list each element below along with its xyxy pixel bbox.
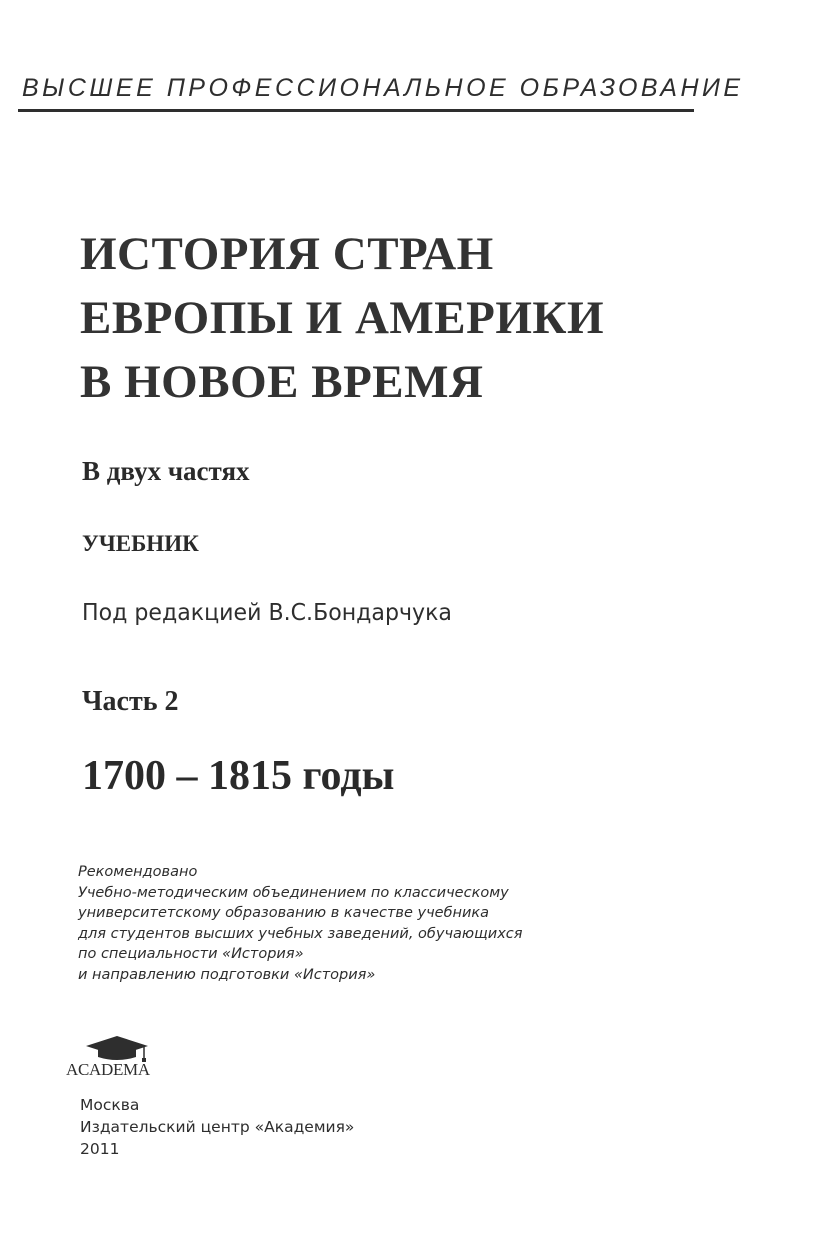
- recommendation-line: университетскому образованию в качестве учебника: [78, 905, 490, 921]
- recommendation-line: для студентов высших учебных заведений, обучающихся: [78, 925, 523, 942]
- title-line-1: ИСТОРИЯ СТРАН: [80, 228, 494, 280]
- recommendation-line: Рекомендовано: [78, 864, 198, 880]
- editor-line: Под редакцией В.С.Бондарчука: [82, 600, 452, 626]
- series-heading: ВЫСШЕЕ ПРОФЕССИОНАЛЬНОЕ ОБРАЗОВАНИЕ: [22, 74, 744, 102]
- book-type: УЧЕБНИК: [82, 531, 199, 556]
- imprint-publisher: Издательский центр «Академия»: [80, 1118, 355, 1136]
- parts-note: В двух частях: [82, 456, 250, 486]
- part-number: Часть 2: [82, 686, 179, 717]
- title-line-2: ЕВРОПЫ И АМЕРИКИ: [80, 292, 605, 344]
- recommendation-line: по специальности «История»: [78, 946, 304, 962]
- series-divider: [18, 109, 694, 112]
- title-line-3: В НОВОЕ ВРЕМЯ: [80, 356, 484, 408]
- imprint-year: 2011: [80, 1140, 120, 1158]
- publisher-logo-text: ACADEMA: [66, 1060, 150, 1079]
- imprint-block: [80, 1094, 354, 1160]
- recommendation-block: [78, 862, 522, 985]
- imprint-city: Москва: [80, 1096, 140, 1114]
- years-range: 1700 – 1815 годы: [82, 753, 395, 799]
- recommendation-line: Учебно-методическим объединением по классическому: [78, 884, 509, 901]
- recommendation-line: и направлению подготовки «История»: [78, 966, 376, 983]
- book-title: [80, 222, 604, 414]
